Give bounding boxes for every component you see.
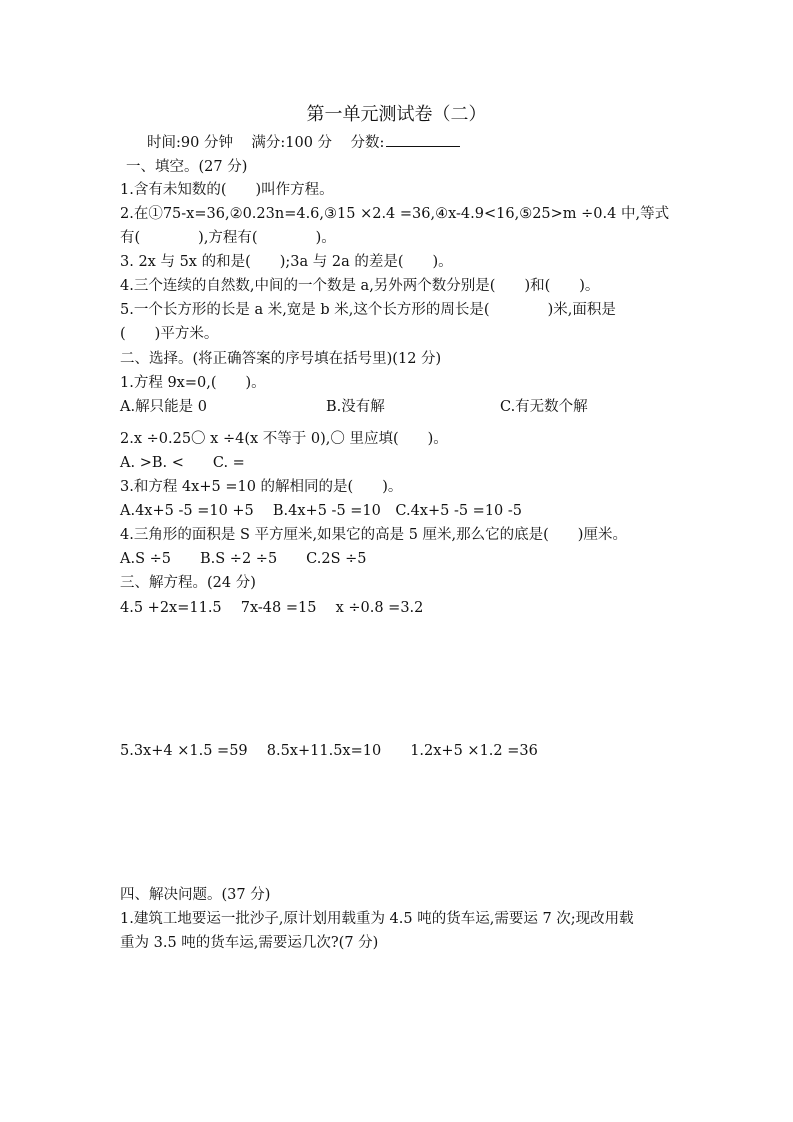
fill-q3: 3. 2x 与 5x 的和是( );3a 与 2a 的差是( )。 bbox=[120, 254, 453, 270]
equations-row-1: 4.5 +2x=11.5 7x-48 =15 x ÷0.8 =3.2 bbox=[120, 600, 424, 616]
section-3-heading: 三、解方程。(24 分) bbox=[120, 575, 256, 591]
fill-q5-line1: 5.一个长方形的长是 a 米,宽是 b 米,这个长方形的周长是( )米,面积是 bbox=[120, 302, 616, 318]
choice-q1: 1.方程 9x=0,( )。 bbox=[120, 375, 266, 391]
choice-q3-options: A.4x+5 -5 =10 +5 B.4x+5 -5 =10 C.4x+5 -5 =10 -5 bbox=[120, 503, 523, 519]
choice-q3: 3.和方程 4x+5 =10 的解相同的是( )。 bbox=[120, 479, 403, 495]
time-limit: 时间:90 分钟 bbox=[147, 135, 233, 151]
fill-q2-line2: 有( ),方程有( )。 bbox=[120, 230, 336, 246]
choice-q2: 2.x ÷0.25〇 x ÷4(x 不等于 0),〇 里应填( )。 bbox=[120, 431, 448, 447]
fill-q2-line1: 2.在①75-x=36,②0.23n=4.6,③15 ×2.4 =36,④x-4.9<16,⑤25>m ÷0.4 中,等式 bbox=[120, 206, 670, 222]
problem-q1-line2: 重为 3.5 吨的货车运,需要运几次?(7 分) bbox=[120, 935, 379, 951]
score-blank[interactable] bbox=[386, 132, 460, 147]
section-4-heading: 四、解决问题。(37 分) bbox=[120, 887, 271, 903]
problem-q1-line1: 1.建筑工地要运一批沙子,原计划用载重为 4.5 吨的货车运,需要运 7 次;现改用载 bbox=[120, 911, 634, 927]
full-score: 满分:100 分 bbox=[251, 135, 333, 151]
choice-q4-options: A.S ÷5 B.S ÷2 ÷5 C.2S ÷5 bbox=[120, 551, 367, 567]
exam-meta bbox=[147, 132, 753, 153]
fill-q5-line2: ( )平方米。 bbox=[120, 326, 219, 342]
fill-q1: 1.含有未知数的( )叫作方程。 bbox=[120, 182, 334, 198]
choice-q2-options: A. >B. < C. = bbox=[120, 455, 245, 471]
section-1-heading: 一、填空。(27 分) bbox=[126, 159, 248, 175]
section-2-heading: 二、选择。(将正确答案的序号填在括号里)(12 分) bbox=[120, 351, 442, 367]
equations-row-2: 5.3x+4 ×1.5 =59 8.5x+11.5x=10 1.2x+5 ×1.2 =36 bbox=[120, 743, 538, 759]
choice-q1-option-b: B.没有解 bbox=[326, 399, 385, 415]
score-label: 分数: bbox=[350, 135, 385, 151]
choice-q4: 4.三角形的面积是 S 平方厘米,如果它的高是 5 厘米,那么它的底是( )厘米。 bbox=[120, 527, 627, 543]
fill-q4: 4.三个连续的自然数,中间的一个数是 a,另外两个数分别是( )和( )。 bbox=[120, 278, 600, 294]
choice-q1-option-c: C.有无数个解 bbox=[500, 399, 588, 415]
choice-q1-option-a: A.解只能是 0 bbox=[120, 399, 207, 415]
page-title: 第一单元测试卷（二） bbox=[306, 104, 487, 125]
